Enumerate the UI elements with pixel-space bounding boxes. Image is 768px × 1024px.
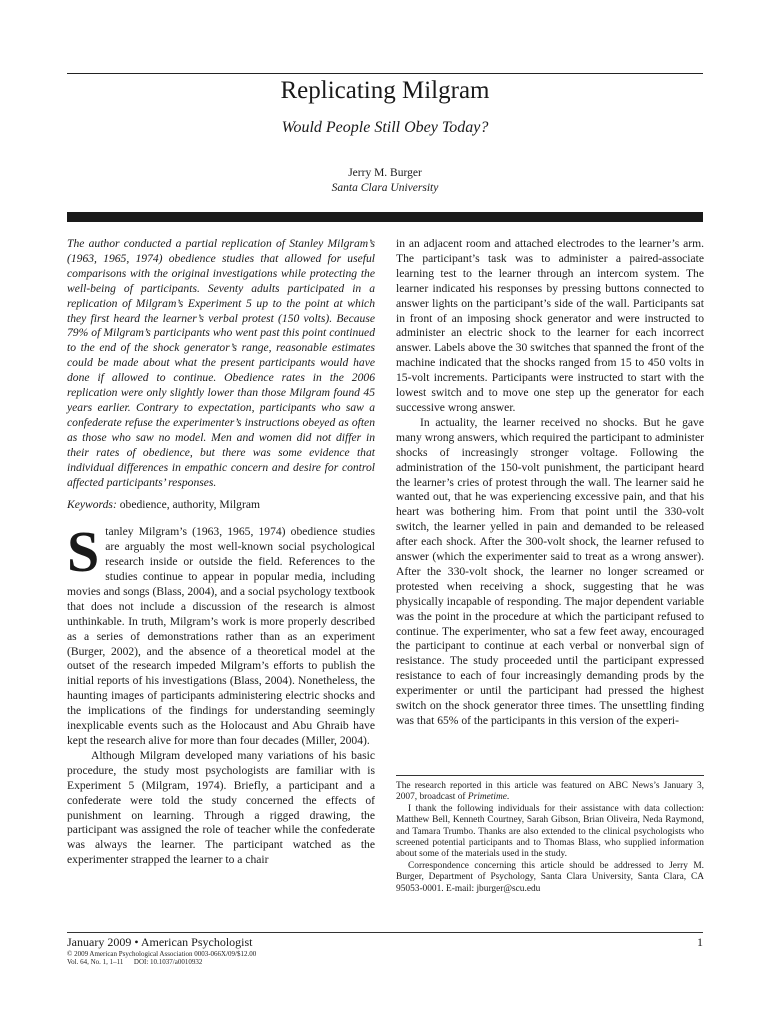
footnote-2: I thank the following individuals for their assistance with data collection: Matthew Bell, Kenneth Courtney, Sarah Gibson, Brian Oliveira, Neda Raymond, and Tamara Trumbo. Thanks are also extended to the clinical psychologists who screened potential participants and to Thomas Blass, who supplied information about some of the materials used in the study. (396, 803, 704, 860)
keywords-label: Keywords: (67, 498, 117, 512)
copyright-line: © 2009 American Psychological Association 0003-066X/09/$12.00 (67, 950, 257, 958)
author-affiliation: Santa Clara University (331, 182, 439, 194)
header-band (67, 212, 703, 222)
abstract: The author conducted a partial replication of Stanley Milgram’s (1963, 1965, 1974) obedience studies that allowed for useful comparisons with the original investigations while protecting the well-being of participants. Seventy adults participated in a replication of Milgram’s Experiment 5 up to the point at which they first heard the learner’s verbal protest (150 volts). Because 79% of Milgram’s participants who went past this point continued to the end of the shock generator’s range, reasonable estimates could be made about what the present participants would have done if allowed to continue. Obedience rates in the 2006 replication were only slightly lower than those Milgram found 45 years earlier. Contrary to expectation, participants who saw a confederate refuse the experimenter’s instructions obeyed as often as those who saw no model. Men and women did not differ in their rates of obedience, but there was some evidence that individual differences in empathic concern and desire for control affected participants’ responses. (67, 237, 375, 489)
author-name: Jerry M. Burger (348, 167, 422, 179)
journal-info: January 2009 • American Psychologist (67, 935, 253, 949)
footer-rule (67, 932, 703, 933)
left-column (67, 237, 375, 868)
body-paragraph-1-text: tanley Milgram’s (1963, 1965, 1974) obedience studies are arguably the most well-known social psychological research inside or outside the field. References to the studies continue to appear in popular media, including movies and songs (Blass, 2004), and a social psychology textbook that does not include a discussion of the research is almost unthinkable. In truth, Milgram’s work is more properly described as a series of demonstrations rather than as an experiment (Burger, 2002), and the absence of a theoretical model at the outset of the research impeded Milgram’s efforts to publish the initial reports of his investigations (Blass, 2004). Nonetheless, the haunting images of participants administering electric shocks and the implications of the findings for understanding seemingly inexplicable events such as the Holocaust and Abu Ghraib have kept the research alive for more than four decades (Miller, 2004). (67, 525, 375, 747)
volume-doi-line: Vol. 64, No. 1, 1–11 DOI: 10.1037/a0010932 (67, 958, 203, 966)
drop-cap: S (67, 519, 100, 585)
article-subtitle: Would People Still Obey Today? (281, 119, 489, 136)
body-paragraph-4: In actuality, the learner received no shocks. But he gave many wrong answers, which required the participant to administer shocks of increasingly stronger voltage. Following the administration of the 150-volt punishment, the participant heard the learner’s cries of protest through the wall. The learner said he wanted out, that he was experiencing excessive pain, and that his heart was bothering him. From that point until the 330-volt switch, the learner yelled in pain and demanded to be released after each shock. After the 300-volt shock, the learner refused to answer (which the experimenter said to treat as a wrong answer). After the 330-volt shock, the learner no longer screamed or protested when receiving a shock, suggesting that he was physically incapable of responding. The major dependent variable was the point in the procedure at which the participant refused to continue. The experimenter, who sat a few feet away, encouraged the participant to continue at each verbal or nonverbal sign of resistance. The study proceeded until the participant expressed resistance to each of four increasingly demanding prods by the experimenter or until the participant had pressed the highest switch on the shock generator three times. The unsettling finding was that 65% of the participants in this version of the experi- (396, 415, 704, 727)
keywords (67, 498, 375, 513)
body-paragraph-3: in an adjacent room and attached electrodes to the learner’s arm. The participant’s task was to administer a paired-associate learning test to the learner through an intercom system. The learner indicated his responses by pressing buttons connected to answer lights on the participant’s side of the wall. Participants sat in front of an imposing shock generator and were instructed to administer an electric shock to the learner for each incorrect answer. Labels above the 30 switches that spanned the front of the machine indicated that the shocks ranged from 15 to 450 volts in 15-volt increments. Participants were instructed to start with the lowest switch and to move one step up the generator for each successive wrong answer. (396, 237, 704, 414)
footnote-1-program: Primetime (467, 792, 507, 803)
footnote-1-text: The research reported in this article was featured on ABC News’s January 3, 2007, broadcast of (396, 781, 704, 803)
footnote-3: Correspondence concerning this article should be addressed to Jerry M. Burger, Department of Psychology, Santa Clara University, Santa Clara, CA 95053-0001. E-mail: jburger@scu.edu (396, 860, 704, 894)
body-paragraph-1 (67, 519, 375, 749)
footnotes (396, 781, 704, 895)
body-text-left (67, 519, 375, 868)
footnote-1 (396, 781, 704, 804)
keywords-text: obedience, authority, Milgram (119, 498, 260, 512)
body-paragraph-2: Although Milgram developed many variations of his basic procedure, the study most psychologists are familiar with is Experiment 5 (Milgram, 1974). Briefly, a participant and a confederate were told the study concerned the effects of punishment on learning. Through a rigged drawing, the participant was assigned the role of teacher while the confederate was always the learner. The participant watched as the experimenter strapped the learner to a chair (67, 748, 375, 867)
article-title: Replicating Milgram (280, 77, 490, 104)
footnote-rule (396, 775, 704, 776)
footnote-1-end: . (506, 792, 510, 803)
right-column (396, 237, 704, 729)
page-number: 1 (697, 935, 703, 949)
